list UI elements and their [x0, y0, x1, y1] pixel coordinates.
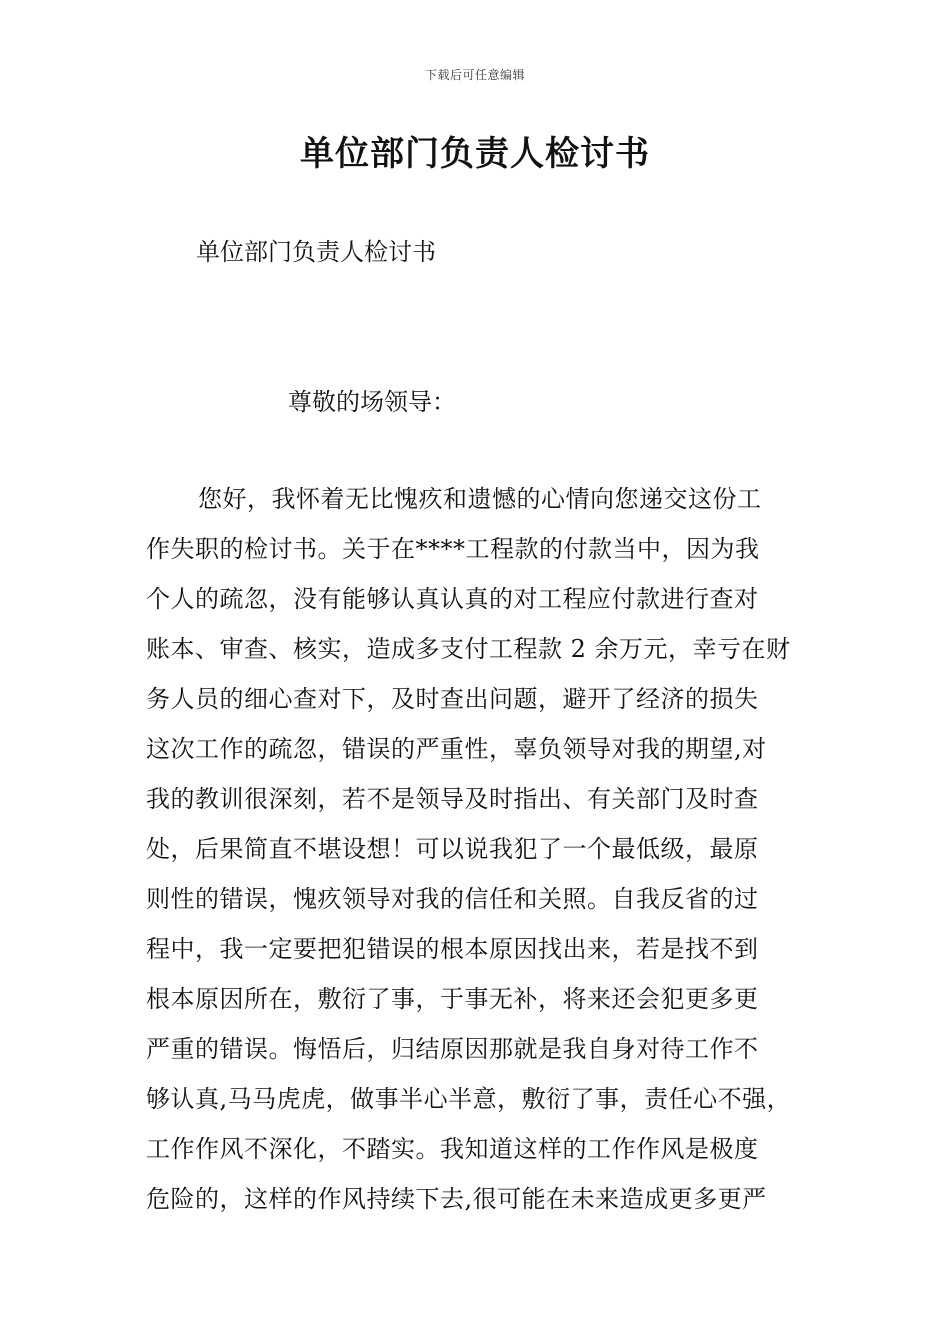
body-line: 严重的错误。悔悟后，归结原因那就是我自身对待工作不 — [146, 1035, 759, 1063]
body-line: 作失职的检讨书。关于在****工程款的付款当中，因为我 — [146, 535, 760, 563]
body-line: 则性的错误，愧疚领导对我的信任和关照。自我反省的过 — [146, 885, 759, 913]
body-line: 根本原因所在，敷衍了事，于事无补，将来还会犯更多更 — [146, 985, 759, 1013]
body-line: 程中，我一定要把犯错误的根本原因找出来，若是找不到 — [146, 935, 759, 963]
body-line: 账本、审查、核实，造成多支付工程款 2 余万元，幸亏在财 — [146, 635, 791, 663]
body-line: 我的教训很深刻，若不是领导及时指出、有关部门及时查 — [146, 785, 759, 813]
body-line: 够认真,马马虎虎，做事半心半意，敷衍了事，责任心不强， — [146, 1085, 792, 1113]
body-line: 个人的疏忽，没有能够认真认真的对工程应付款进行查对 — [146, 585, 759, 613]
document-subtitle: 单位部门负责人检讨书 — [196, 238, 436, 266]
salutation: 尊敬的场领导： — [288, 388, 456, 416]
header-note: 下载后可任意编辑 — [424, 68, 525, 82]
body-line: 危险的，这样的作风持续下去,很可能在未来造成更多更严 — [146, 1185, 767, 1213]
body-text — [146, 474, 826, 1224]
body-line: 处，后果简直不堪设想！可以说我犯了一个最低级，最原 — [146, 835, 759, 863]
body-line: 您好，我怀着无比愧疚和遗憾的心情向您递交这份工 — [198, 485, 762, 513]
body-line: 工作作风不深化，不踏实。我知道这样的工作作风是极度 — [146, 1135, 759, 1163]
document-title: 单位部门负责人检讨书 — [300, 134, 650, 174]
body-line: 务人员的细心查对下，及时查出问题，避开了经济的损失 — [146, 685, 759, 713]
body-line: 这次工作的疏忽，错误的严重性，辜负领导对我的期望,对 — [146, 735, 767, 763]
